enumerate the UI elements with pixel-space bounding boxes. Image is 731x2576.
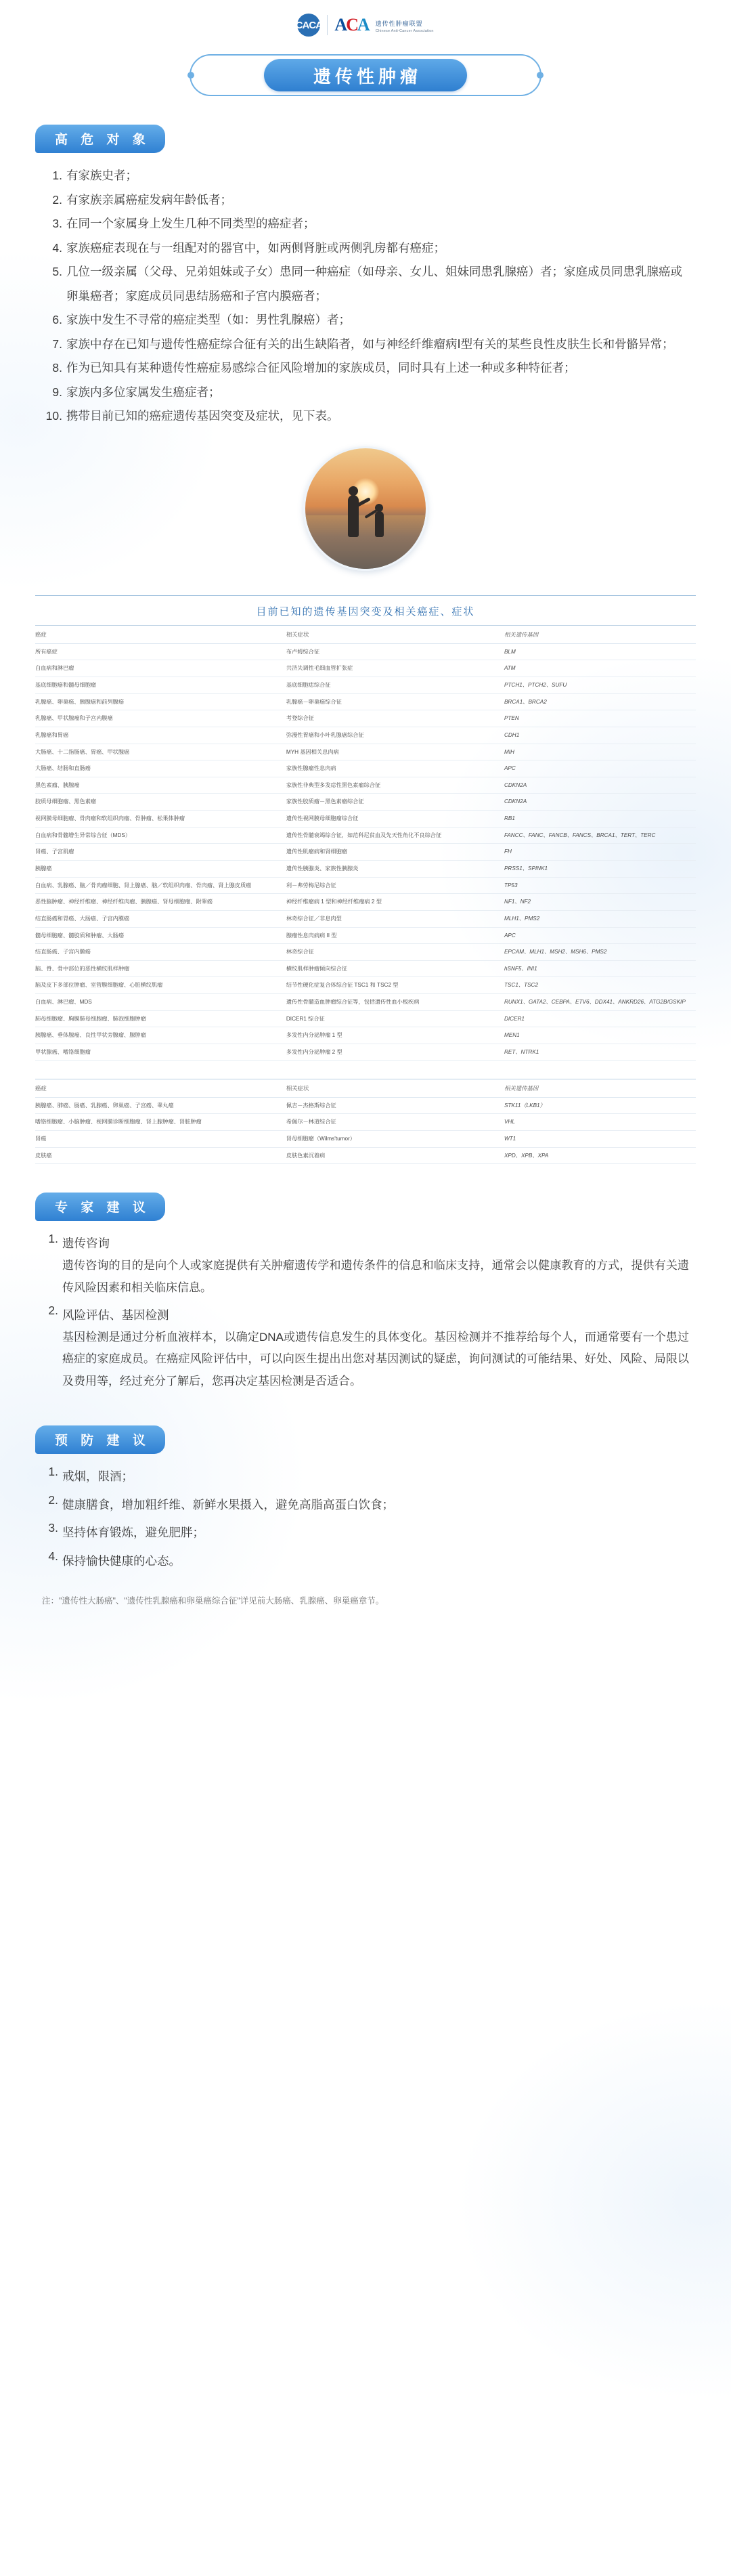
cell-symptom: 遗传性骨髓造血肿瘤综合征等，包括遗传性血小板疾病 — [286, 994, 504, 1011]
column-header-gene: 相关遗传基因 — [504, 1079, 696, 1097]
cell-gene: TSC1、TSC2 — [504, 977, 696, 994]
list-item: 携带目前已知的癌症遗传基因突变及症状，见下表。 — [66, 409, 339, 423]
cell-cancer: 黑色素瘤、胰腺癌 — [35, 777, 286, 794]
table-row — [35, 1130, 696, 1147]
cell-cancer: 大肠癌、十二指肠癌、胃癌、甲状腺癌 — [35, 744, 286, 760]
risk-list — [42, 164, 690, 429]
cell-gene: hSNF5、INI1 — [504, 960, 696, 977]
cell-gene: TP53 — [504, 877, 696, 894]
gene-table-block — [35, 595, 696, 1061]
cell-cancer: 乳腺癌、甲状腺癌和子宫内膜癌 — [35, 710, 286, 727]
cell-symptom: 希佩尔－林道综合征 — [286, 1114, 504, 1131]
cell-gene: STK11（LKB1） — [504, 1097, 696, 1114]
list-item: 家族中发生不寻常的癌症类型（如：男性乳腺癌）者； — [66, 313, 351, 327]
table-header-row — [35, 625, 696, 643]
footnote: 注："遗传性大肠癌"、"遗传性乳腺癌和卵巢癌综合征"详见前大肠癌、乳腺癌、卵巢癌章节。 — [42, 1596, 384, 1606]
cell-cancer: 乳腺癌、卵巢癌、胰腺癌和前列腺癌 — [35, 693, 286, 710]
list-item — [42, 1232, 689, 1299]
table-header-row — [35, 1079, 696, 1097]
table-row — [35, 1147, 696, 1164]
cell-gene: PTEN — [504, 710, 696, 727]
cell-gene: PRSS1、SPINK1 — [504, 861, 696, 878]
cell-symptom: 考登综合征 — [286, 710, 504, 727]
cell-gene: FANCC、FANC、FANCB、FANCS、BRCA1、TERT、TERC — [504, 827, 696, 844]
list-item: 在同一个家属身上发生几种不同类型的癌症者； — [66, 217, 315, 231]
cell-cancer: 胰腺癌、肺癌、肠癌、乳腺癌、卵巢癌、子宫癌、睾丸癌 — [35, 1097, 286, 1114]
cell-symptom: 乳腺癌－卵巢癌综合征 — [286, 693, 504, 710]
list-item: 家族癌症表现在与一组配对的器官中，如两侧肾脏或两侧乳房都有癌症； — [66, 240, 445, 255]
cell-symptom: 腺瘤性息肉病病 II 型 — [286, 927, 504, 944]
cell-gene: MLH1、PMS2 — [504, 910, 696, 927]
cell-gene: PTCH1、PTCH2、SUFU — [504, 677, 696, 693]
gene-table-title: 目前已知的遗传基因突变及相关癌症、症状 — [35, 595, 696, 625]
table-row — [35, 1097, 696, 1114]
cell-gene: CDH1 — [504, 727, 696, 744]
table-row — [35, 710, 696, 727]
cell-cancer: 白血病和骨髓增生异常综合征（MDS） — [35, 827, 286, 844]
aca-logo-icon: ACA — [334, 15, 369, 35]
cell-symptom: 佩吉－杰格斯综合征 — [286, 1097, 504, 1114]
list-item: 有家族亲属癌症发病年龄低者； — [66, 192, 232, 207]
cell-gene: MEN1 — [504, 1027, 696, 1044]
cell-gene: BLM — [504, 643, 696, 660]
cell-gene: APC — [504, 927, 696, 944]
cell-cancer: 肾癌 — [35, 1130, 286, 1147]
prevent-heading-label: 预 防 建 议 — [35, 1425, 165, 1454]
advice-title: 坚持体育锻炼，避免肥胖； — [62, 1526, 204, 1540]
advice-title: 健康膳食，增加粗纤维、新鲜水果摄入，避免高脂高蛋白饮食； — [62, 1497, 394, 1511]
cell-cancer: 甲状腺癌、嗜铬细胞瘤 — [35, 1044, 286, 1061]
column-header-gene: 相关遗传基因 — [504, 625, 696, 643]
cell-cancer: 皮肤癌 — [35, 1147, 286, 1164]
cell-symptom: DICER1 综合征 — [286, 1010, 504, 1027]
cell-cancer: 结直肠癌、子宫内膜癌 — [35, 944, 286, 961]
page-title: 遗传性肿瘤 — [264, 59, 467, 91]
cell-gene: APC — [504, 760, 696, 777]
advice-body: 基因检测是通过分析血液样本，以确定DNA或遗传信息发生的具体变化。基因检测并不推荐给每个人，而通常要有一个患过癌症的家庭成员。在癌症风险评估中，可以向医生提出出您对基因测试的疑虑，询问测试的可能结果、好处、风险、局限以及费用等，经过充分了解后，您再决定基因检测是否适合。 — [62, 1330, 689, 1388]
table-row — [35, 977, 696, 994]
table-row — [35, 894, 696, 911]
cell-cancer: 视网膜母细胞瘤、骨肉瘤和软组织肉瘤、骨肿瘤、松果体肿瘤 — [35, 811, 286, 828]
table-row — [35, 994, 696, 1011]
cell-symptom: 结节性硬化症复合体综合征 TSC1 和 TSC2 型 — [286, 977, 504, 994]
column-header-cancer: 癌症 — [35, 625, 286, 643]
section-heading-prevent — [35, 1425, 165, 1454]
list-item — [42, 1493, 689, 1518]
org-name — [376, 17, 434, 34]
cell-cancer: 白血病和淋巴瘤 — [35, 660, 286, 677]
cell-cancer: 恶性脑肿瘤、神经纤维瘤、神经纤维肉瘤、胰腺癌、肾母细胞瘤、附睾癌 — [35, 894, 286, 911]
cell-cancer: 胰腺癌 — [35, 861, 286, 878]
table-row — [35, 844, 696, 861]
advice-title: 遗传咨询 — [62, 1237, 110, 1251]
table-row — [35, 643, 696, 660]
cell-cancer: 结直肠癌和胃癌、大肠癌、子宫内膜癌 — [35, 910, 286, 927]
expert-heading-label: 专 家 建 议 — [35, 1193, 165, 1221]
cell-cancer: 所有癌症 — [35, 643, 286, 660]
table-row — [35, 727, 696, 744]
cell-cancer: 脑及皮下多部位肿瘤、室管膜细胞瘤、心脏横纹肌瘤 — [35, 977, 286, 994]
cell-gene: CDKN2A — [504, 794, 696, 811]
section-heading-risk — [35, 125, 165, 153]
cell-gene: VHL — [504, 1114, 696, 1131]
cell-symptom: 基底细胞痣综合征 — [286, 677, 504, 693]
table-row — [35, 660, 696, 677]
cell-symptom: 家族性腺瘤性息肉病 — [286, 760, 504, 777]
section-heading-expert — [35, 1193, 165, 1221]
illustration-wrap — [0, 446, 731, 571]
cell-symptom: 遗传性胰腺炎、家族性胰腺炎 — [286, 861, 504, 878]
cell-gene: RB1 — [504, 811, 696, 828]
list-item — [42, 1549, 689, 1574]
column-header-cancer: 癌症 — [35, 1079, 286, 1097]
table-row — [35, 811, 696, 828]
cell-symptom: 遗传性肌瘤病和肾细胞瘤 — [286, 844, 504, 861]
table-row — [35, 927, 696, 944]
association-seal-icon: CACA — [297, 14, 320, 37]
list-item — [42, 1304, 689, 1393]
sea-layer — [305, 515, 426, 568]
list-item: 家族内多位家属发生癌症者； — [66, 385, 221, 399]
cell-cancer: 肺母细胞瘤、胸膜肺母细胞瘤、肺泡细胞肿瘤 — [35, 1010, 286, 1027]
cell-cancer: 肾癌、子宫肌瘤 — [35, 844, 286, 861]
cell-gene: FH — [504, 844, 696, 861]
expert-advice-list — [42, 1232, 689, 1392]
cell-gene: RUNX1、GATA2、CEBPA、ETV6、DDX41、ANKRD26、ATG2B/GSKIP — [504, 994, 696, 1011]
cell-cancer: 胶质母细胞瘤、黑色素瘤 — [35, 794, 286, 811]
cell-gene: EPCAM、MLH1、MSH2、MSH6、PMS2 — [504, 944, 696, 961]
header-logo-bar — [0, 0, 731, 45]
table-row — [35, 910, 696, 927]
risk-heading-label: 高 危 对 象 — [35, 125, 165, 153]
logo-divider — [327, 15, 328, 35]
cell-symptom: 林奇综合征／非息肉型 — [286, 910, 504, 927]
cell-cancer: 脑、脊、骨中部位的恶性横纹肌样肿瘤 — [35, 960, 286, 977]
child-silhouette-icon — [375, 511, 384, 537]
cell-cancer: 白血病、淋巴瘤、MDS — [35, 994, 286, 1011]
gene-table-block-continued — [35, 1079, 696, 1165]
cell-gene: MIH — [504, 744, 696, 760]
title-banner — [190, 54, 541, 96]
cell-cancer: 髓母细胞瘤、髓胶质和肿瘤、大肠癌 — [35, 927, 286, 944]
table-row — [35, 960, 696, 977]
table-row — [35, 777, 696, 794]
cell-symptom: 弥漫性胃癌和小叶乳腺癌综合征 — [286, 727, 504, 744]
cell-symptom: 多发性内分泌肿瘤 1 型 — [286, 1027, 504, 1044]
cell-cancer: 大肠癌、结肠和直肠癌 — [35, 760, 286, 777]
cell-symptom: 神经纤维瘤病 1 型和神经纤维瘤病 2 型 — [286, 894, 504, 911]
cell-symptom: 林奇综合征 — [286, 944, 504, 961]
org-name-cn: 遗传性肿瘤联盟 — [375, 20, 423, 27]
cell-cancer: 胰腺癌、垂体腺癌、良性甲状旁腺瘤、腺肿瘤 — [35, 1027, 286, 1044]
cell-symptom: 家族性胶质瘤－黑色素瘤综合征 — [286, 794, 504, 811]
table-row — [35, 1010, 696, 1027]
cell-symptom: 皮肤色素沉着病 — [286, 1147, 504, 1164]
cell-cancer: 乳腺癌和胃癌 — [35, 727, 286, 744]
table-row — [35, 693, 696, 710]
cell-gene: RET、NTRK1 — [504, 1044, 696, 1061]
org-name-en: Chinese Anti-Cancer Association — [375, 29, 434, 34]
column-header-symptom: 相关症状 — [286, 625, 504, 643]
table-row — [35, 794, 696, 811]
list-item: 几位一级亲属（父母、兄弟姐妹或子女）患同一种癌症（如母亲、女儿、姐妹同患乳腺癌）者；家庭成员同患乳腺癌或卵巢癌者；家庭成员同患结肠癌和子宫内膜癌者； — [66, 265, 682, 303]
cell-gene: ATM — [504, 660, 696, 677]
advice-title: 风险评估、基因检测 — [62, 1308, 169, 1322]
table-row — [35, 861, 696, 878]
cell-gene: BRCA1、BRCA2 — [504, 693, 696, 710]
table-row — [35, 1044, 696, 1061]
list-item — [42, 1465, 689, 1489]
cell-symptom: 布卢姆综合征 — [286, 643, 504, 660]
advice-title: 保持愉快健康的心态。 — [62, 1554, 181, 1568]
cell-gene: CDKN2A — [504, 777, 696, 794]
list-item: 作为已知具有某种遗传性癌症易感综合征风险增加的家族成员，同时具有上述一种或多种特征者； — [66, 361, 576, 375]
gene-table — [35, 625, 696, 1061]
cell-symptom: MYH 基因相关息肉病 — [286, 744, 504, 760]
cell-gene: WT1 — [504, 1130, 696, 1147]
cell-symptom: 利－弗劳梅尼综合征 — [286, 877, 504, 894]
gene-table-continued — [35, 1079, 696, 1165]
cell-gene: NF1、NF2 — [504, 894, 696, 911]
list-item — [42, 1521, 689, 1545]
title-banner-wrap — [0, 54, 731, 96]
table-row — [35, 744, 696, 760]
table-row — [35, 1114, 696, 1131]
cell-cancer: 嗜铬细胞瘤、小脑肿瘤、视网膜诊断细胞瘤、肾上腺肿瘤、肾脏肿瘤 — [35, 1114, 286, 1131]
column-header-symptom: 相关症状 — [286, 1079, 504, 1097]
cell-symptom: 肾母细胞瘤（Wilms'tumor） — [286, 1130, 504, 1147]
list-item: 家族中存在已知与遗传性癌症综合征有关的出生缺陷者，如与神经纤维瘤病Ⅰ型有关的某些良性皮肤生长和骨骼异常； — [66, 337, 674, 351]
cell-symptom: 家族性非典型多发痣性黑色素瘤综合征 — [286, 777, 504, 794]
table-row — [35, 827, 696, 844]
list-item: 有家族史者； — [66, 169, 137, 182]
adult-silhouette-icon — [348, 495, 359, 537]
cell-cancer: 基底细胞癌和髓母细胞瘤 — [35, 677, 286, 693]
banner-dot-right-icon — [537, 72, 544, 79]
cell-symptom: 遗传性视网膜母细胞瘤综合征 — [286, 811, 504, 828]
table-row — [35, 877, 696, 894]
cell-symptom: 共济失调性毛细血管扩张症 — [286, 660, 504, 677]
advice-title: 戒烟，限酒； — [62, 1469, 133, 1483]
cell-symptom: 横纹肌样肿瘤倾向综合征 — [286, 960, 504, 977]
table-row — [35, 760, 696, 777]
cell-symptom: 多发性内分泌肿瘤 2 型 — [286, 1044, 504, 1061]
cell-gene: XPD、XPB、XPA — [504, 1147, 696, 1164]
cell-symptom: 遗传性骨髓衰竭综合征，如范科尼贫血及先天性角化不良综合征 — [286, 827, 504, 844]
cell-gene: DICER1 — [504, 1010, 696, 1027]
banner-dot-left-icon — [187, 72, 194, 79]
prevention-advice-list — [42, 1465, 689, 1574]
table-row — [35, 944, 696, 961]
family-silhouette-photo — [303, 446, 428, 571]
advice-body: 遗传咨询的目的是向个人或家庭提供有关肿瘤遗传学和遗传条件的信息和临床支持，通常会以健康教育的方式，提供有关遗传风险因素和相关临床信息。 — [62, 1259, 689, 1294]
cell-cancer: 白血病、乳腺癌、脑／骨肉瘤细胞、肾上腺癌、脑／软组织肉瘤、骨肉瘤、肾上腺皮质癌 — [35, 877, 286, 894]
table-row — [35, 1027, 696, 1044]
table-row — [35, 677, 696, 693]
